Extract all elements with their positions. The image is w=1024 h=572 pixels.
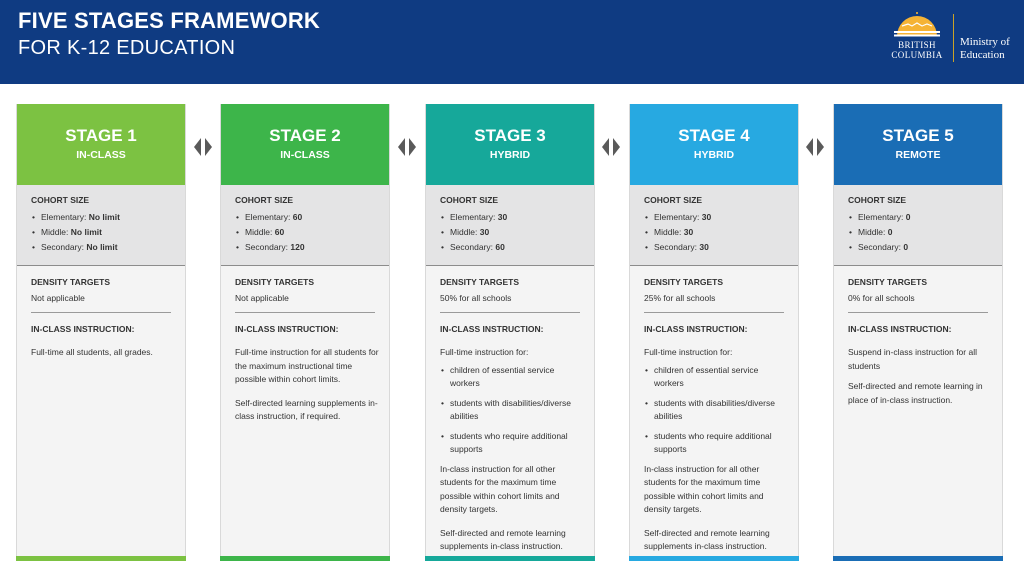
priority-groups-list [644,364,798,457]
cohort-label: Middle: [654,227,682,237]
cohort-label: Elementary: [858,212,904,222]
cohort-value: 30 [701,212,712,222]
density-value: 50% for all schools [440,293,512,303]
instruction-text: Self-directed and remote learning supplements in-class instruction. [440,527,566,551]
cohort-label: Middle: [450,227,478,237]
left-right-arrows-icon [193,136,213,158]
stage-details [221,266,389,424]
stage-details [630,266,798,554]
stage-mode: REMOTE [895,149,941,161]
bc-logo-text [886,40,948,60]
density-value: 0% for all schools [848,293,915,303]
cohort-size-heading: COHORT SIZE [440,195,499,205]
density-value: Not applicable [31,293,85,303]
cohort-middle [440,225,594,240]
left-right-arrows-icon [601,136,621,158]
cohort-middle [235,225,389,240]
left-right-arrows-icon [805,136,825,158]
cohort-label: Elementary: [450,212,496,222]
logo-line-2: COLUMBIA [891,50,943,60]
cohort-middle [848,225,1002,240]
instruction-text: Self-directed and remote learning in place of in-class instruction. [848,381,983,405]
instruction-text: Full-time instruction for: [644,347,733,357]
instruction-text: Full-time instruction for all students for the maximum instructional time possible within cohort limits. [235,347,379,384]
stage-title: STAGE 3 [474,126,546,145]
density-value: 25% for all schools [644,293,716,303]
cohort-list [644,210,798,255]
cohort-value: 30 [699,242,709,252]
cohort-secondary [440,240,594,255]
cohort-value: 30 [683,227,694,237]
cohort-value: 60 [495,242,505,252]
cohort-size-section [221,185,389,266]
cohort-value: 0 [903,242,909,252]
logo-divider [953,14,954,62]
section-divider [848,312,988,313]
section-divider [440,312,580,313]
density-heading: DENSITY TARGETS [848,277,928,287]
cohort-middle [31,225,185,240]
ministry-name [960,36,1010,62]
instruction-heading: IN-CLASS INSTRUCTION: [848,324,952,334]
instruction-heading: IN-CLASS INSTRUCTION: [440,324,544,334]
cohort-label: Elementary: [41,212,87,222]
cohort-value: 60 [274,227,285,237]
instruction-text: Full-time all students, all grades. [31,347,153,357]
cohort-elementary [235,210,389,225]
stage-card-3 [425,104,595,561]
stage-mode: HYBRID [693,149,735,161]
cohort-size-heading: COHORT SIZE [848,195,907,205]
instruction-text: Full-time instruction for: [440,347,529,357]
cohort-elementary [644,210,798,225]
stage-card-5 [833,104,1003,561]
page-subtitle: FOR K-12 EDUCATION [18,37,236,59]
cohort-label: Elementary: [245,212,291,222]
stage-card-4 [629,104,799,561]
cohort-value: 60 [292,212,303,222]
cohort-value: No limit [86,242,118,252]
header-banner [0,0,1024,84]
cohort-size-section [834,185,1002,266]
left-right-arrows-icon [397,136,417,158]
stage-header [630,104,798,185]
ministry-line-1: Ministry of [960,36,1010,48]
cohort-list [440,210,594,255]
density-heading: DENSITY TARGETS [235,277,315,287]
stage-card-1 [16,104,186,561]
card-bottom-bar [833,556,1003,561]
list-item: • children of essential service workers [440,364,586,391]
cohort-label: Secondary: [450,242,493,252]
density-heading: DENSITY TARGETS [644,277,724,287]
ministry-logo [886,10,1016,72]
stage-title: STAGE 5 [882,126,954,145]
cohort-size-section [17,185,185,266]
cohort-value: 120 [290,242,305,252]
page-title: FIVE STAGES FRAMEWORK [18,8,321,33]
instruction-heading: IN-CLASS INSTRUCTION: [31,324,135,334]
cohort-secondary [31,240,185,255]
card-bottom-bar [220,556,390,561]
cohort-secondary [644,240,798,255]
cohort-label: Secondary: [245,242,288,252]
cohort-label: Secondary: [654,242,697,252]
cohort-middle [644,225,798,240]
section-divider [644,312,784,313]
cohort-value: 30 [497,212,508,222]
card-bottom-bar [629,556,799,561]
cohort-value: 30 [479,227,490,237]
cohort-size-heading: COHORT SIZE [644,195,703,205]
card-bottom-bar [16,556,186,561]
stage-title: STAGE 2 [269,126,341,145]
cohort-value: 0 [887,227,893,237]
cohort-value: No limit [88,212,120,222]
list-item: • students who require additional supports [440,430,586,457]
stage-details [426,266,594,554]
cohort-label: Secondary: [41,242,84,252]
stage-header [426,104,594,185]
cohort-size-section [630,185,798,266]
density-heading: DENSITY TARGETS [31,277,111,287]
section-divider [31,312,171,313]
density-value: Not applicable [235,293,289,303]
cohort-list [31,210,185,255]
cohort-size-section [426,185,594,266]
instruction-text: Suspend in-class instruction for all students [848,347,977,371]
cohort-elementary [440,210,594,225]
list-item: • students who require additional supports [644,430,790,457]
stage-title: STAGE 1 [65,126,137,145]
instruction-text: Self-directed and remote learning supplements in-class instruction. [644,527,770,551]
cohort-list [235,210,389,255]
section-divider [235,312,375,313]
cohort-label: Middle: [858,227,886,237]
stage-card-2 [220,104,390,561]
cohort-secondary [848,240,1002,255]
list-item: • children of essential service workers [644,364,790,391]
cohort-list [848,210,1002,255]
instruction-heading: IN-CLASS INSTRUCTION: [235,324,339,334]
cohort-label: Secondary: [858,242,901,252]
cohort-label: Middle: [245,227,273,237]
cohort-value: 0 [905,212,911,222]
cohort-size-heading: COHORT SIZE [235,195,294,205]
instruction-text: In-class instruction for all other students for the maximum time possible within cohort limits and density targets. [644,463,764,514]
stage-header [17,104,185,185]
card-bottom-bar [425,556,595,561]
list-item: • students with disabilities/diverse abilities [644,397,790,424]
cohort-size-heading: COHORT SIZE [31,195,90,205]
cohort-label: Middle: [41,227,69,237]
instruction-text: In-class instruction for all other students for the maximum time possible within cohort limits and density targets. [440,463,560,514]
stage-mode: IN-CLASS [76,149,126,161]
ministry-line-2: Education [960,49,1005,61]
instruction-heading: IN-CLASS INSTRUCTION: [644,324,748,334]
stage-title: STAGE 4 [678,126,750,145]
cohort-elementary [848,210,1002,225]
stage-header [221,104,389,185]
cohort-secondary [235,240,389,255]
logo-line-1: BRITISH [898,40,936,50]
list-item: • students with disabilities/diverse abilities [440,397,586,424]
stage-details [17,266,185,360]
density-heading: DENSITY TARGETS [440,277,520,287]
stage-mode: IN-CLASS [280,149,330,161]
stage-mode: HYBRID [489,149,531,161]
priority-groups-list [440,364,594,457]
instruction-text: Self-directed learning supplements in-class instruction, if required. [235,397,378,421]
stage-header [834,104,1002,185]
stage-details [834,266,1002,407]
cohort-elementary [31,210,185,225]
cohort-label: Elementary: [654,212,700,222]
cohort-value: No limit [70,227,102,237]
bc-sun-logo-icon [894,12,940,38]
